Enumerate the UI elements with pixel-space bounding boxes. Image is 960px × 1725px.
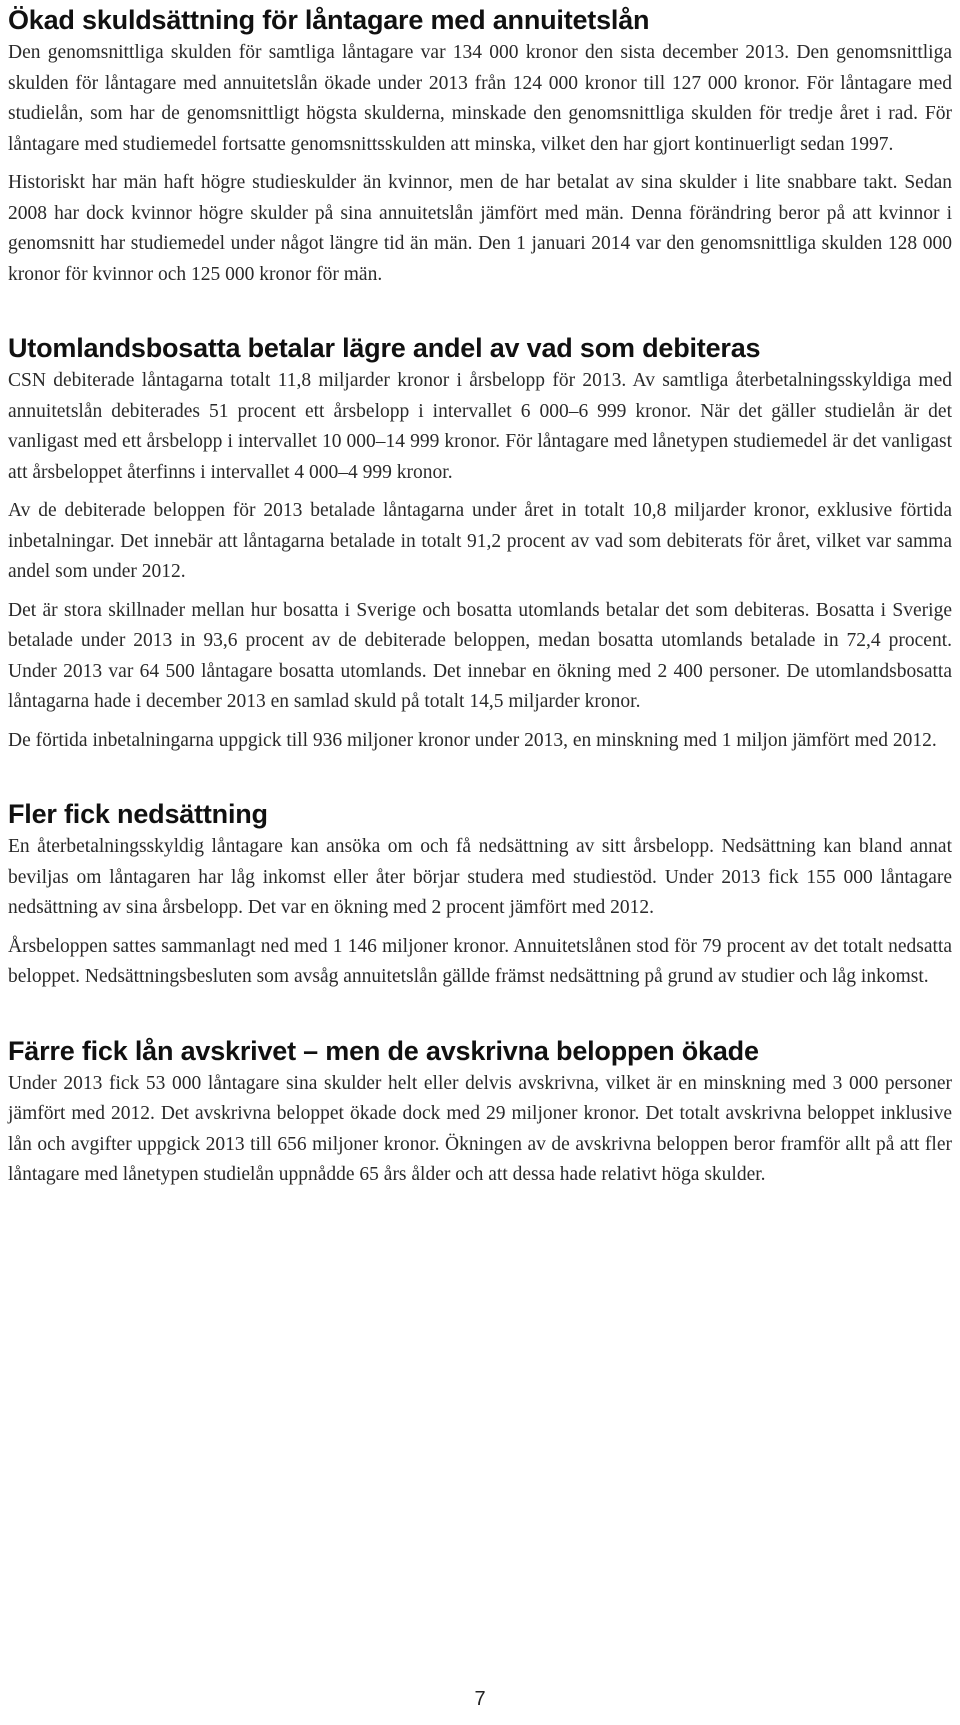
paragraph: De förtida inbetalningarna uppgick till 936 miljoner kronor under 2013, en minskning med 1 miljon jämfört med 2012. xyxy=(8,729,937,751)
document-page xyxy=(8,0,952,1191)
paragraph: En återbetalningsskyldig låntagare kan ansöka om och få nedsättning av sitt årsbelopp. Nedsättning kan bland annat beviljas om låntagaren har låg inkomst eller åter börjar studera med studiestöd. Under 2013 fick 155 000 låntagare nedsättning av sina årsbelopp. Det var en ökning med 2 procent jämfört med 2012. xyxy=(8,836,952,918)
section-increased-debt xyxy=(8,4,952,290)
paragraph: Det är stora skillnader mellan hur bosatta i Sverige och bosatta utomlands betalar det som debiteras. Bosatta i Sverige betalade under 2013 in 93,6 procent av de debiterade beloppen, medan bosatta utomlands betalade in 72,4 procent. Under 2013 var 64 500 låntagare bosatta utomlands. Det innebar en ökning med 2 400 personer. De utomlandsbosatta låntagarna hade i december 2013 en samlad skuld på totalt 14,5 miljarder kronor. xyxy=(8,599,952,712)
section-abroad-residents xyxy=(8,332,952,756)
section-write-offs xyxy=(8,1035,952,1191)
paragraph: Årsbeloppen sattes sammanlagt ned med 1 146 miljoner kronor. Annuitetslånen stod för 79 procent av det totalt nedsatta beloppet. Nedsättningsbesluten som avsåg annuitetslån gällde främst nedsättning på grund av studier och låg inkomst. xyxy=(8,935,952,987)
paragraph: Historiskt har män haft högre studieskulder än kvinnor, men de har betalat av sina skulder i lite snabbare takt. Sedan 2008 har dock kvinnor högre skulder på sina annuitetslån jämfört med män. Denna förändring beror på att kvinnor i genomsnitt har studiemedel under något längre tid än män. Den 1 januari 2014 var den genomsnittliga skulden 128 000 kronor för kvinnor och 125 000 kronor för män. xyxy=(8,172,952,285)
page-number: 7 xyxy=(474,1688,486,1710)
section-heading: Färre fick lån avskrivet – men de avskrivna beloppen ökade xyxy=(8,1035,759,1066)
section-heading: Ökad skuldsättning för låntagare med annuitetslån xyxy=(8,5,650,35)
paragraph: Av de debiterade beloppen för 2013 betalade låntagarna under året in totalt 10,8 miljarder kronor, exklusive förtida inbetalningar. Det innebär att låntagarna betalade in totalt 91,2 procent av vad som debiterats för året, vilket var samma andel som under 2012. xyxy=(8,500,952,582)
section-reductions xyxy=(8,798,952,993)
paragraph: Under 2013 fick 53 000 låntagare sina skulder helt eller delvis avskrivna, vilket är en minskning med 3 000 personer jämfört med 2012. Det avskrivna beloppet ökade dock med 29 miljoner kronor. Det totalt avskrivna beloppet inklusive lån och avgifter uppgick 2013 till 656 miljoner kronor. Ökningen av de avskrivna beloppen beror framför allt på att fler låntagare med lånetypen studielån uppnådde 65 års ålder och att dessa hade relativt höga skulder. xyxy=(8,1072,952,1185)
section-heading: Utomlandsbosatta betalar lägre andel av vad som debiteras xyxy=(8,333,761,363)
paragraph: CSN debiterade låntagarna totalt 11,8 miljarder kronor i årsbelopp för 2013. Av samtliga återbetalningsskyldiga med annuitetslån debiterades 51 procent ett årsbelopp i intervallet 6 000–6 999 kronor. När det gäller studielån är det vanligast med ett årsbelopp i intervallet 10 000–14 999 kronor. För låntagare med lånetypen studiemedel är det vanligast att årsbeloppet återfinns i intervallet 4 000–4 999 kronor. xyxy=(8,370,952,483)
paragraph: Den genomsnittliga skulden för samtliga låntagare var 134 000 kronor den sista december 2013. Den genomsnittliga skulden för låntagare med annuitetslån ökade under 2013 från 124 000 kronor till 127 000 kronor. För låntagare med studielån, som har de genomsnittligt högsta skulderna, minskade den genomsnittliga skulden för tredje året i rad. För låntagare med studiemedel fortsatte genomsnittsskulden att minska, vilket den har gjort kontinuerligt sedan 1997. xyxy=(8,42,952,155)
section-heading: Fler fick nedsättning xyxy=(8,799,268,829)
